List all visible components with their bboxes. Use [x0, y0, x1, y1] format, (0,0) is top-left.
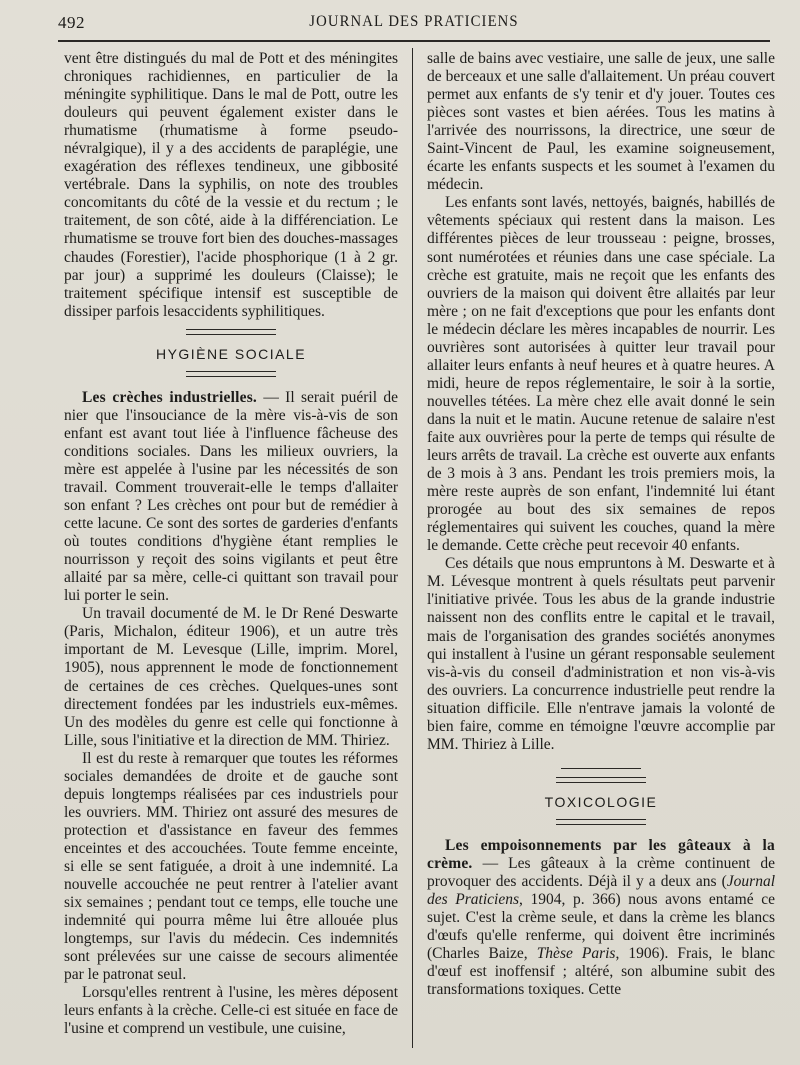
page-number: 492 — [58, 13, 85, 32]
toxicologie-heading-block — [427, 768, 775, 825]
travail-paragraph: Un travail documenté de M. le Dr René Deswarte (Paris, Michalon, éditeur 1906), et un autre très important de M. Levesque (Lille, imprim. Morel, 1905), nous apprennent le mode de fonctionnement de certaines de ces crèches. Quelques-unes sont directement fondées par les industriels eux-mêmes. Un des modèles du genre est celle qui fonctionne à Lille, sous l'initiative et la direction de MM. Thiriez. — [64, 605, 398, 749]
these-citation: Thèse Paris — [536, 945, 616, 963]
salle-paragraph: salle de bains avec vestiaire, une salle de jeux, une salle de berceaux et une salle d'allaitement. Un préau couvert permet aux enfants de s'y tenir et d'y jouer. Toutes ces pièces sont vastes et bien aérées. Tous les matins à l'arrivée des nourrissons, la directrice, une sœur de Saint-Vincent de Paul, les examine soigneusement, écarte les enfants suspects et les soumet à l'examen du médecin. — [427, 50, 775, 194]
section-title-text: TOXICOLOGIE — [544, 793, 658, 810]
journal-citation: Journal des Praticiens — [427, 872, 775, 909]
empoisonnements-lead: Les empoisonnements par les gâteaux à la crème. — [427, 836, 775, 872]
section-rule-bottom — [556, 819, 646, 825]
creches-lead: Les crèches industrielles. — [82, 388, 257, 406]
empois-text-1: — Les gâteaux à la crème continuent de provoquer des accidents. Déjà il y a deux ans ( — [427, 854, 775, 890]
page-header — [58, 10, 770, 44]
right-column — [427, 50, 775, 1050]
header-rule — [58, 40, 770, 42]
column-divider — [412, 48, 413, 1048]
creches-text: — Il serait puéril de nier que l'insouciance de la mère vis-à-vis de son enfant est avant tout liée à l'influence fâcheuse des conditions sociales. Dans les milieux ouvriers, la mère est appelée à l'usine par les nécessités de son travail. Comment trouverait-elle le temps d'allaiter son enfant ? Les crèches ont pour but de remédier à cette lacune. Ce sont des sortes de garderies d'enfants où toutes conditions d'hygiène étant remplies le nourrisson y reçoit des soins vigilants et peut être allaité par sa mère, celle-ci quittant son travail pour lui porter le sein. — [64, 388, 398, 605]
details-paragraph: Ces détails que nous empruntons à M. Deswarte et à M. Lévesque montrent à quels résultats peut parvenir l'initiative privée. Tous les abus de la grande industrie naissent non des conflits entre le capital et le travail, mais de l'organisation des grandes sociétés anonymes qui installent à l'usine un gérant responsable seulement vis-à-vis du conseil d'administration et non vis-à-vis des ouvriers. La concurrence industrielle peut rendre la situation difficile. Elle n'entrave jamais la volonté de bien faire, comme en témoigne l'œuvre accomplie par MM. Thiriez à Lille. — [427, 555, 775, 753]
remarquer-paragraph: Il est du reste à remarquer que toutes les réformes sociales demandées de droite et de gauche sont depuis longtemps réalisées par ces industriels pour les ouvriers. MM. Thiriez ont assuré des mesures de protection et d'assistance en faveur des femmes enceintes et des accouchées. Toute femme enceinte, si elle se sent fatiguée, a droit à une indemnité. La nouvelle accouchée ne peut rentrer à l'atelier avant six semaines ; pendant tout ce temps, elle touche une indemnité qui pourra même lui être allouée plus longtemps, sur l'avis du médecin. Ces indemnités sont prélevées sur une caisse de secours alimentée par le patronat seul. — [64, 749, 398, 984]
section-rule-top — [556, 777, 646, 783]
section-title-text: HYGIÈNE SOCIALE — [155, 345, 307, 362]
enfants-paragraph: Les enfants sont lavés, nettoyés, baignés, habillés de vêtements spéciaux qui restent dans la maison. Les différentes pièces de leur trousseau : peigne, brosses, sont numérotées et réunies dans une case spéciale. La crèche est gratuite, mais ne reçoit que les enfants des ouvriers de la maison qui doivent être allaités par leur mère ; on ne fait d'exceptions que pour les enfants dont le médecin déclare les mères incapables de nourrir. Les ouvrières sont autorisées à quitter leur travail pour allaiter leurs enfants à neuf heures et à quatre heures. A midi, heure de repos réglementaire, le soir à la sortie, nouvelles tétées. La mère chez elle avait donné le sein dans la nuit et le matin. Aucune retenue de salaire n'est faite aux ouvrières pour la perte de temps qui résulte de leurs arrêts de travail. La crèche est ouverte aux enfants de 3 mois à 3 ans. Pendant les trois premiers mois, la mère reste auprès de son enfant, l'indemnité lui étant prorogée au bout des six semaines de repos réglementaires qui suivent les couches, quand la mère le demande. Cette crèche peut recevoir 40 enfants. — [427, 194, 775, 555]
left-column — [64, 50, 398, 1050]
section-rule-bottom — [186, 371, 276, 377]
creches-paragraph — [64, 389, 398, 606]
empoisonnements-paragraph — [427, 837, 775, 999]
hygiene-sociale-heading-block — [64, 329, 398, 377]
section-rule-top — [186, 329, 276, 335]
journal-title: JOURNAL DES PRATICIENS — [309, 13, 519, 30]
intro-paragraph: vent être distingués du mal de Pott et des méningites chroniques rachidiennes, en particulier de la méningite syphilitique. Dans le mal de Pott, outre les douleurs qui peuvent également exister dans le rhumatisme (rhumatisme à forme pseudo-névralgique), il y a des accidents de paraplégie, une exagération des réflexes tendineux, une gibbosité vertébrale. Dans la syphilis, on note des troubles concomitants du côté de la vessie et du rectum ; le traitement, de son côté, aide à la différenciation. Le rhumatisme se trouve fort bien des douches-massages chaudes (Forestier), l'acide phosphorique (1 à 2 gr. par jour) a supprimé les douleurs (Claisse); le traitement spécifique intensif est susceptible de dissiper parfois lesaccidents syphilitiques. — [64, 50, 398, 320]
section-title-toxicologie — [427, 793, 775, 811]
section-separator — [561, 768, 641, 769]
empois-text-2: , 1904, p. 366) nous avons entamé ce sujet. C'est la crème seule, et dans la crème les blancs d'œufs qu'elle renferme, qui doivent être incriminés (Charles Baize, — [427, 891, 775, 963]
lorsque-paragraph: Lorsqu'elles rentrent à l'usine, les mères déposent leurs enfants à la crèche. Celle-ci est située en face de l'usine et comprend un vestibule, une cuisine, — [64, 984, 398, 1038]
section-title-hygiene-sociale — [64, 345, 398, 363]
empois-text-3: , 1906). Frais, le blanc d'œuf est inoffensif ; altéré, son albumine subit des transformations toxiques. Cette — [427, 945, 776, 999]
